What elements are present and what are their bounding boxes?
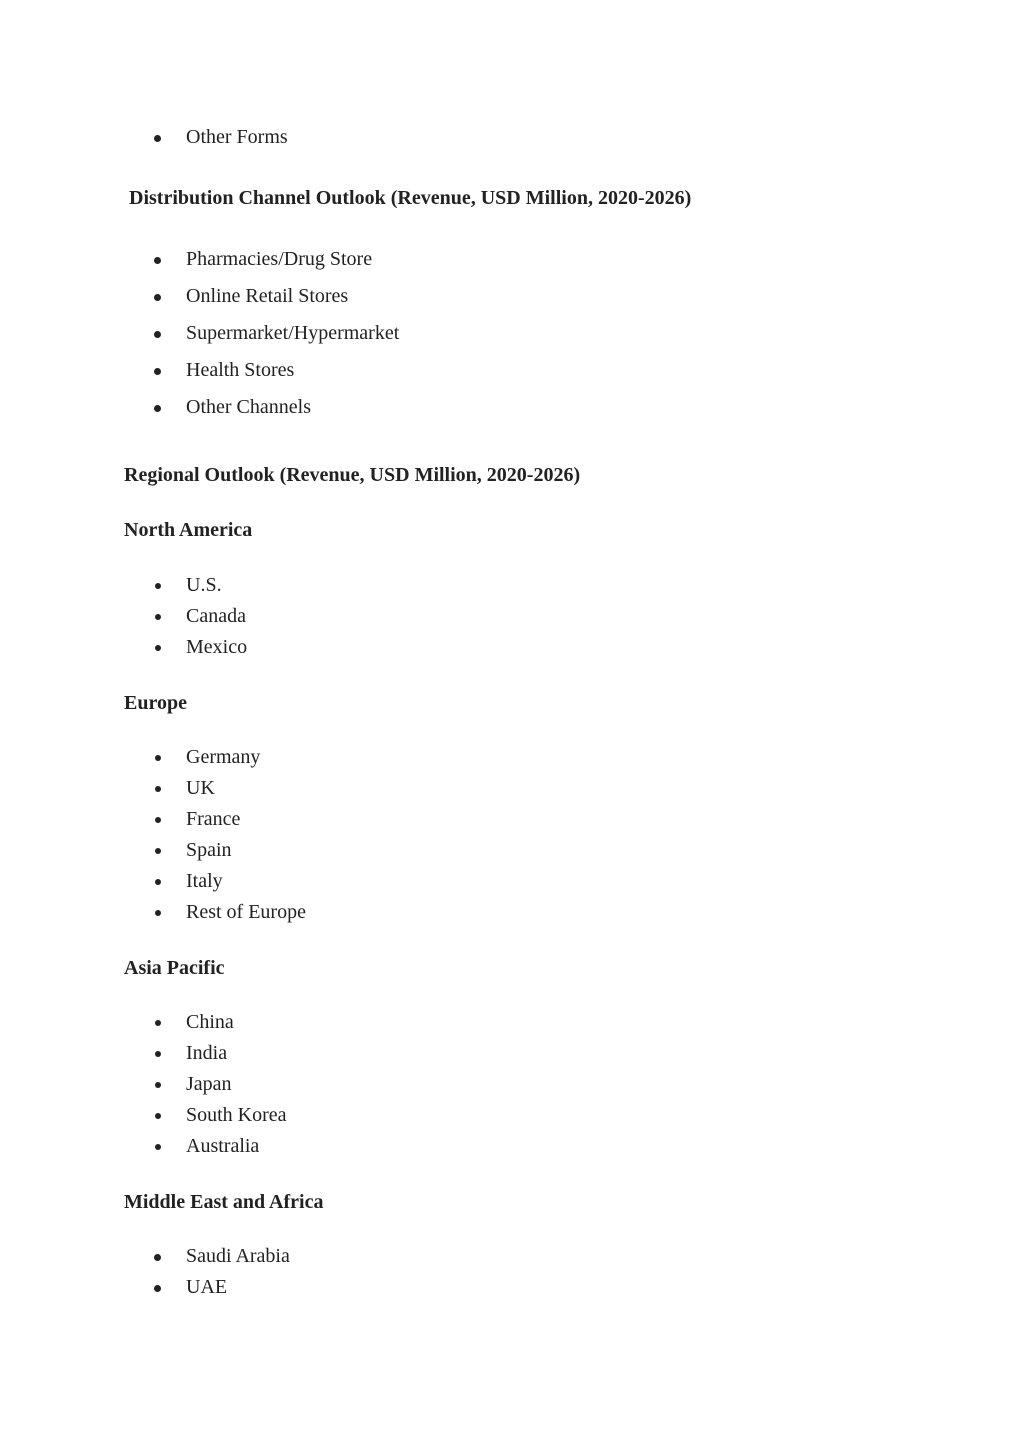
bullet-icon xyxy=(155,848,161,854)
north-america-heading: North America xyxy=(124,519,253,541)
regional-heading: Regional Outlook (Revenue, USD Million, 2020-2026) xyxy=(124,464,581,486)
bullet-icon xyxy=(154,1285,161,1292)
bullet-icon xyxy=(155,1051,161,1057)
mea-heading: Middle East and Africa xyxy=(124,1191,324,1213)
bullet-icon xyxy=(155,1082,161,1088)
bullet-icon xyxy=(155,583,161,589)
bullet-icon xyxy=(155,910,161,916)
document-page: Other Forms Distribution Channel Outlook (Revenue, USD Million, 2020-2026) Pharmacies/Drug Store Online Retail Stores Supermarket/Hypermarket Health Stores Other Channels Regional Outlook (Revenue, USD Million, 2020-2026) North America U.S. Canada Mexico Europe Germany UK France Spain Italy Rest of Europe Asia Pacific China India Japan South Korea Australia Middle East and Africa Saudi Arabia UAE xyxy=(124,126,692,1298)
bullet-icon xyxy=(155,614,161,620)
bullet-icon xyxy=(155,755,161,761)
bullet-icon xyxy=(155,786,161,792)
bullet-icon xyxy=(154,257,161,264)
bullet-icon xyxy=(155,1144,161,1150)
bullet-icon xyxy=(154,368,161,375)
bullet-icon xyxy=(154,405,161,412)
bullet-icon xyxy=(154,135,161,142)
bullet-icon xyxy=(154,1254,161,1261)
bullet-icon xyxy=(155,879,161,885)
bullet-icon xyxy=(155,1113,161,1119)
bullet-icon xyxy=(155,817,161,823)
bullet-icon xyxy=(154,331,161,338)
asia-pacific-heading: Asia Pacific xyxy=(124,957,225,979)
bullet-icon xyxy=(154,294,161,301)
europe-heading: Europe xyxy=(124,692,187,714)
bullet-icon xyxy=(155,645,161,651)
bullet-icon xyxy=(155,1020,161,1026)
distribution-heading: Distribution Channel Outlook (Revenue, USD Million, 2020-2026) xyxy=(129,187,692,209)
